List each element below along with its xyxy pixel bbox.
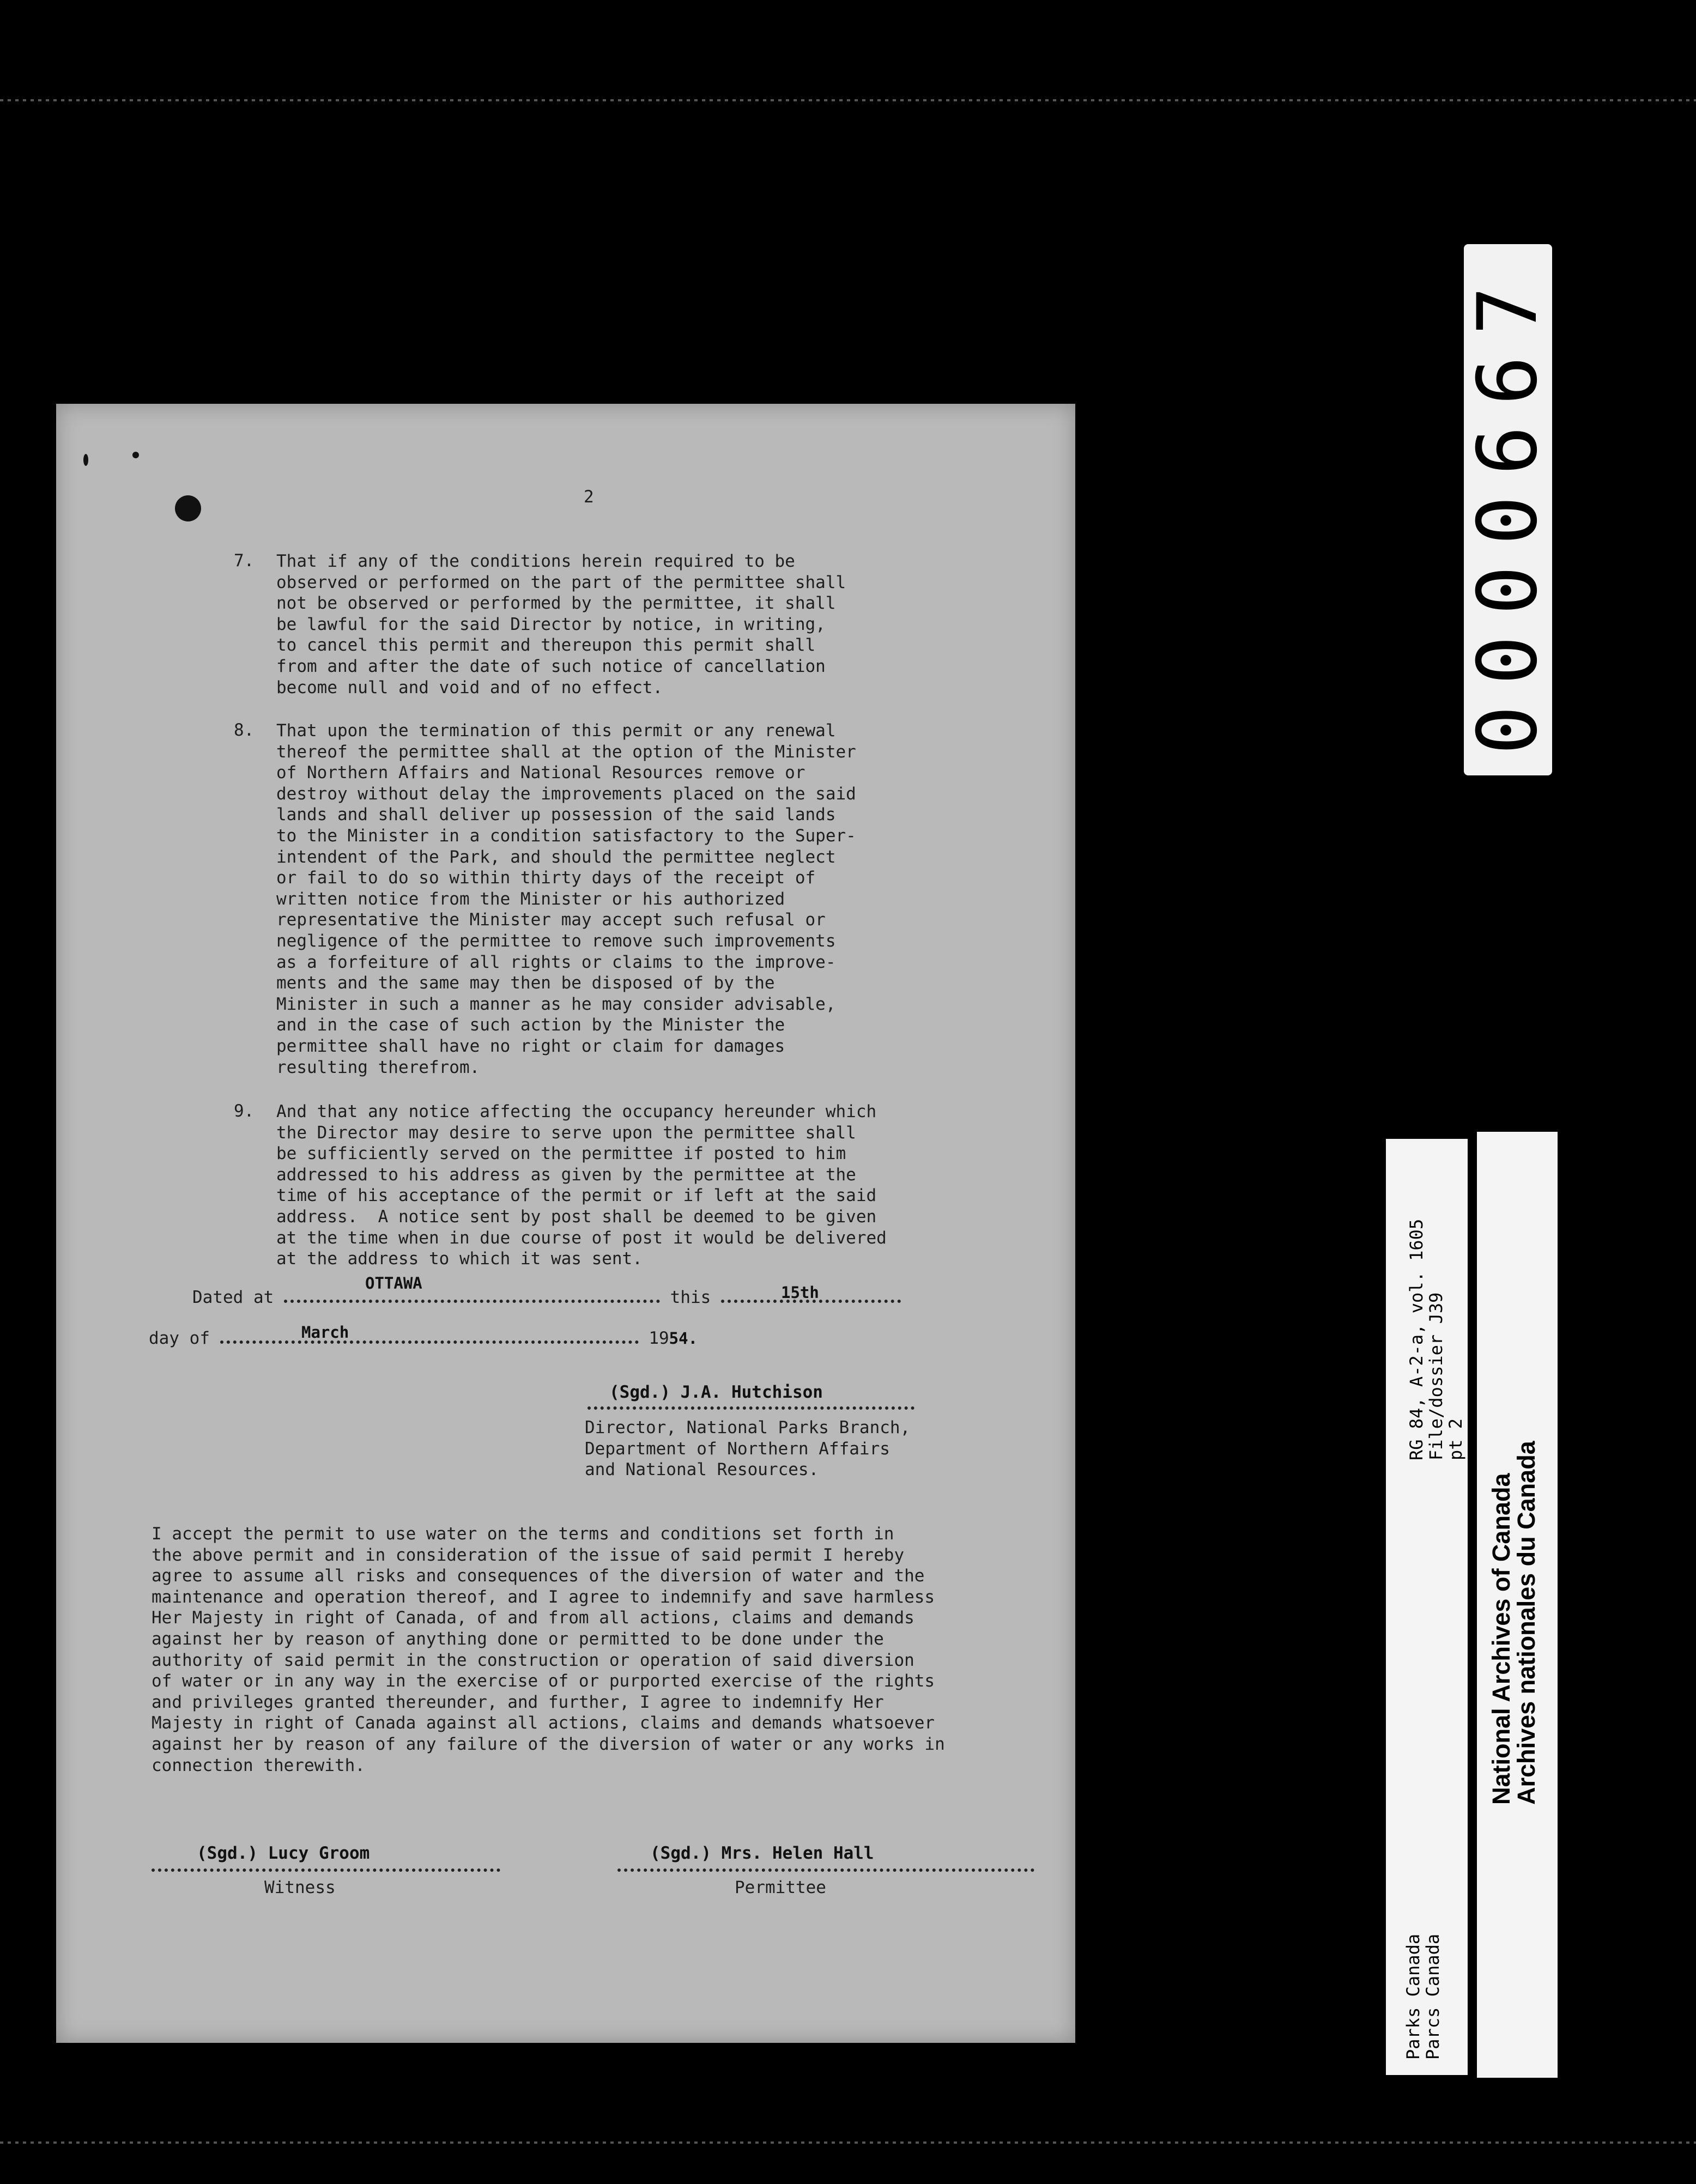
dated-day: 15th — [781, 1283, 819, 1302]
year-suffix: 54. — [669, 1329, 698, 1348]
dotted-line — [220, 1340, 639, 1344]
witness-caption: Witness — [264, 1878, 336, 1897]
archive-agency: Parks Canada Parcs Canada — [1403, 1933, 1443, 2060]
day-of-line — [149, 1328, 698, 1348]
document-page — [56, 404, 1075, 2043]
this-label: this — [670, 1288, 711, 1307]
archive-reference: RG 84, A-2-a, vol. 1605 File/dossier J39 pt 2 — [1406, 1218, 1466, 1460]
director-signature: (Sgd.) J.A. Hutchison — [609, 1382, 823, 1402]
signature-dotted-line — [617, 1868, 1034, 1872]
dated-month: March — [301, 1323, 349, 1342]
director-title: Director, National Parks Branch, Department of Northern Affairs and National Resources. — [585, 1418, 911, 1480]
national-archives-label — [1477, 1132, 1558, 2078]
speck-mark — [83, 454, 88, 466]
scan-bottom-edge — [0, 2141, 1696, 2144]
archives-name: National Archives of Canada Archives nationales du Canada — [1487, 1441, 1540, 1805]
dated-at-label: Dated at — [192, 1288, 274, 1307]
permittee-signature: (Sgd.) Mrs. Helen Hall — [650, 1843, 874, 1863]
acceptance-text: I accept the permit to use water on the terms and conditions set forth in the above permit and in consideration of the issue of said permit I hereby agree to assume all risks and consequences of the diversion of water and the maintenance and operation thereof, and I agree to indemnify and save harmless Her Majesty in right of Canada, of and from all actions, claims and demands against her by reason of anything done or permitted to be done under the authority of said permit in the construction or operation of said diversion of water or in any way in the exercise of or purported exercise of the rights and privileges granted thereunder, and further, I agree to indemnify Her Majesty in right of Canada against all actions, claims and demands whatsoever against her by reason of any failure of the diversion of water or any works in connection therewith. — [152, 1524, 945, 1775]
frame-number-stamp — [1461, 244, 1555, 775]
dated-place: OTTAWA — [365, 1274, 422, 1293]
permittee-caption: Permittee — [735, 1878, 826, 1897]
item-number: 8. — [234, 720, 255, 740]
item-number: 9. — [234, 1101, 255, 1121]
frame-number: 0000667 — [1461, 265, 1555, 755]
dotted-line — [284, 1300, 660, 1303]
speck-mark — [132, 452, 139, 458]
archive-reference-label — [1386, 1139, 1468, 2075]
signature-dotted-line — [587, 1406, 914, 1410]
witness-signature: (Sgd.) Lucy Groom — [197, 1843, 370, 1863]
punch-hole-mark — [175, 495, 201, 521]
scan-top-edge — [0, 99, 1696, 101]
item-text: That if any of the conditions herein required to be observed or performed on the part of the permittee shall not be observed or performed by the permittee, it shall be lawful for the said Director by notice, in writing, to cancel this permit and thereupon this permit shall from and after the date of such notice of cancellation become null and void and of no effect. — [276, 551, 846, 697]
item-text: And that any notice affecting the occupancy hereunder which the Director may desire to serve upon the permittee shall be sufficiently served on the permittee if posted to him addressed to his address as given by the permittee at the time of his acceptance of the permit or if left at the said address. A notice sent by post shall be deemed to be given at the time when in due course of post it would be delivered at the address to which it was sent. — [276, 1102, 887, 1269]
item-text: That upon the termination of this permit or any renewal thereof the permittee shall at the option of the Minister of Northern Affairs and National Resources remove or destroy without delay the improvements placed on the said lands and shall deliver up possession of the said lands to the Minister in a condition satisfactory to the Super- intendent of the Park, and should the permittee neglect or fail to do so within thirty days of the receipt of written notice from the Minister or his authorized representative the Minister may accept such refusal or negligence of the permittee to remove such improvements as a forfeiture of all rights or claims to the improve- ments and the same may then be disposed of by the Minister in such a manner as he may consider advisable, and in the case of such action by the Minister the permittee shall have no right or claim for damages resulting therefrom. — [276, 721, 856, 1077]
year-prefix: 19 — [649, 1328, 669, 1348]
item-number: 7. — [234, 551, 255, 571]
page-number: 2 — [584, 487, 594, 507]
day-of-label: day of — [149, 1328, 210, 1348]
signature-dotted-line — [152, 1868, 500, 1872]
